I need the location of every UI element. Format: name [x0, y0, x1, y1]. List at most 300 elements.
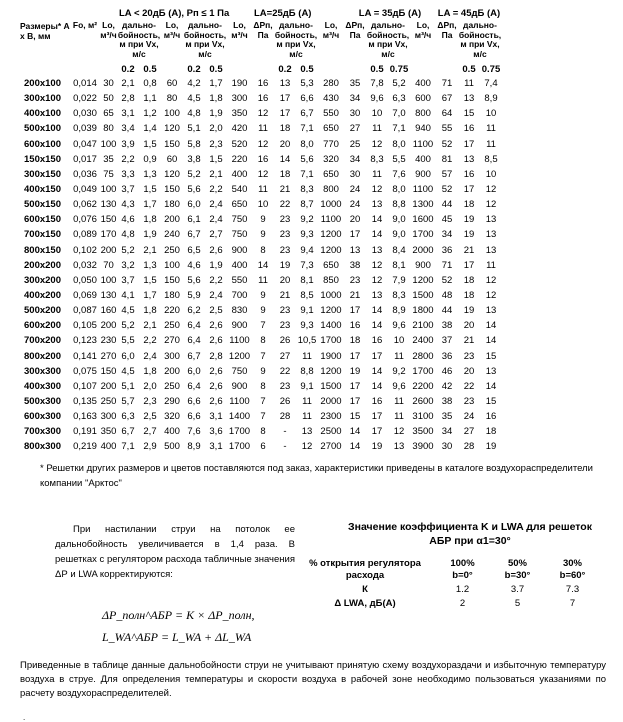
table-cell: 130 [100, 199, 117, 211]
table-cell: 14 [485, 320, 497, 332]
subval-g4b: 0.75 [389, 64, 409, 75]
table-cell: 16 [257, 153, 269, 165]
table-cell: 5,6 [300, 153, 314, 165]
table-cell: 0,047 [73, 138, 97, 150]
table-cell: 6,4 [187, 380, 201, 392]
table-cell: 200 [164, 214, 180, 226]
table-cell: 100 [164, 108, 180, 120]
table-cell: 250 [164, 380, 180, 392]
table-cell: 30 [441, 441, 453, 453]
col-dal-2: дально- бойность, м при Vx, м/с [183, 21, 227, 59]
table-cell: 17 [463, 138, 475, 150]
table-cell: 11 [486, 138, 496, 150]
subval-g1b: 0.5 [143, 64, 157, 75]
table-cell: 900 [231, 380, 248, 392]
table-cell: 12 [485, 184, 497, 196]
table-cell: 900 [415, 259, 431, 271]
table-cell: 4,5 [187, 93, 201, 105]
group-header-1: LA < 20дБ (А), Pп ≤ 1 Па [119, 8, 230, 19]
table-row [20, 106, 502, 121]
col-fo: Fo, м² [72, 21, 98, 30]
table-cell: 42 [441, 380, 453, 392]
table-row [20, 409, 502, 424]
table-row [20, 121, 502, 136]
table-cell: 1,8 [143, 305, 157, 317]
table-cell: 34 [349, 93, 361, 105]
table-cell: 12 [485, 199, 497, 211]
k-value-2: 3.7 [510, 584, 525, 595]
table-cell: 71 [441, 78, 453, 90]
table-cell: 1,8 [209, 93, 223, 105]
table-cell: 3,7 [121, 184, 135, 196]
table-cell: 27 [463, 426, 475, 438]
table-cell: - [283, 426, 287, 438]
table-cell: 4,3 [121, 199, 135, 211]
k-angle-1: b=0° [452, 570, 473, 581]
table-cell: 270 [164, 335, 180, 347]
table-cell: 23 [279, 229, 291, 241]
k-value-1: 1.2 [455, 584, 470, 595]
table-cell: 4,5 [121, 365, 135, 377]
table-cell: 900 [231, 244, 248, 256]
table-cell: 0,049 [73, 184, 97, 196]
table-cell: 280 [323, 78, 339, 90]
table-cell: 0,087 [73, 305, 97, 317]
table-cell: 11 [394, 350, 404, 362]
table-cell: 6,6 [300, 93, 314, 105]
table-cell: 9,3 [300, 229, 314, 241]
table-cell: 150 [164, 184, 180, 196]
table-cell: 7,6 [187, 426, 201, 438]
table-cell: 26 [279, 396, 291, 408]
table-cell: 17 [279, 93, 291, 105]
table-cell: 17 [349, 380, 361, 392]
table-cell: 80 [103, 123, 114, 135]
table-cell: 14 [371, 214, 383, 226]
table-cell: 20 [349, 214, 361, 226]
table-cell: 1,8 [143, 365, 157, 377]
table-cell: 23 [463, 396, 475, 408]
table-cell: 20 [463, 320, 475, 332]
table-cell: 14 [485, 380, 497, 392]
k-pct-3: 30% [562, 558, 582, 569]
row-size: 600x150 [24, 214, 61, 226]
table-cell: 1400 [320, 320, 342, 332]
table-cell: 9,1 [300, 305, 314, 317]
table-cell: 9,6 [392, 320, 406, 332]
table-cell: 1700 [228, 426, 251, 438]
col-lo-5: Lo, м³/ч [414, 21, 432, 40]
table-cell: 5,5 [121, 335, 135, 347]
row-size: 400x300 [24, 380, 61, 392]
table-cell: 8,3 [370, 153, 384, 165]
row-size: 500x300 [24, 396, 61, 408]
table-cell: 8,9 [392, 305, 406, 317]
table-cell: 2,0 [209, 123, 223, 135]
table-cell: 1200 [412, 274, 434, 286]
table-cell: 11 [258, 274, 268, 286]
table-cell: 2,6 [209, 396, 223, 408]
table-cell: 16 [463, 168, 475, 180]
table-cell: 230 [100, 335, 117, 347]
table-cell: 2100 [412, 320, 434, 332]
table-cell: 35 [103, 153, 114, 165]
row-size: 400x150 [24, 184, 61, 196]
table-cell: 2,2 [209, 184, 223, 196]
table-cell: 120 [164, 123, 180, 135]
table-cell: 150 [164, 274, 180, 286]
table-cell: 1200 [320, 229, 342, 241]
table-cell: 12 [257, 108, 269, 120]
table-cell: 1200 [320, 244, 342, 256]
table-cell: 23 [279, 380, 291, 392]
table-cell: 1100 [229, 396, 250, 408]
row-size: 200x100 [24, 78, 61, 90]
table-cell: 3,8 [187, 153, 201, 165]
l-row-label: Δ LWA, дБ(А) [334, 598, 396, 609]
table-cell: 24 [463, 411, 475, 423]
table-cell: 0,141 [73, 350, 97, 362]
table-cell: 6 [260, 441, 266, 453]
row-size: 300x200 [24, 274, 61, 286]
subval-g4a: 0.5 [370, 64, 384, 75]
table-cell: 220 [164, 305, 180, 317]
table-cell: 15 [485, 396, 497, 408]
table-cell: 9 [260, 365, 266, 377]
table-cell: 800 [415, 108, 431, 120]
table-cell: 250 [164, 320, 180, 332]
table-cell: 2,5 [143, 411, 157, 423]
table-cell: 1300 [412, 199, 434, 211]
bottom-note: Приведенные в таблице данные дальнобойности струи не учитывают принятую схему воздухораздачи и избыточную температуру воздуха в струе. Для определения температуры и скорости воздуха в рабочей зоне необходимо пользоваться указаниями по расчету воздухораспределителей. [20, 660, 606, 699]
table-cell: 9,0 [392, 214, 406, 226]
table-cell: 18 [463, 199, 475, 211]
table-cell: 60 [166, 153, 178, 165]
table-cell: 17 [371, 411, 383, 423]
table-cell: 8,0 [300, 138, 314, 150]
table-cell: 4,2 [187, 78, 201, 90]
subval-g3b: 0.5 [300, 64, 314, 75]
table-cell: 4,6 [187, 259, 201, 271]
table-cell: 5,6 [187, 274, 201, 286]
table-cell: 540 [231, 184, 248, 196]
table-cell: 9,2 [392, 365, 406, 377]
table-cell: 35 [349, 78, 361, 90]
table-cell: 320 [323, 153, 339, 165]
table-row [20, 303, 502, 318]
table-cell: 2,8 [121, 93, 135, 105]
table-cell: 350 [231, 108, 248, 120]
k-value-3: 7.3 [565, 584, 580, 595]
row-size: 150x150 [24, 153, 61, 165]
table-cell: 36 [441, 244, 453, 256]
table-cell: 23 [279, 214, 291, 226]
table-cell: 12 [485, 290, 497, 302]
col-dal-3: дально- бойность, м при Vx, м/с [274, 21, 318, 59]
table-cell: 0,050 [73, 274, 97, 286]
table-cell: 6,0 [121, 350, 135, 362]
table-cell: 1,3 [143, 259, 157, 271]
table-cell: 14 [371, 229, 383, 241]
table-cell: 200 [100, 244, 117, 256]
table-cell: 1600 [412, 214, 434, 226]
table-cell: 0,102 [73, 244, 97, 256]
table-row [20, 182, 502, 197]
table-cell: 750 [231, 365, 248, 377]
table-cell: 0,123 [73, 335, 97, 347]
table-cell: 13 [463, 153, 475, 165]
table-cell: 13 [371, 244, 383, 256]
table-cell: 1200 [320, 305, 342, 317]
table-cell: 1700 [320, 335, 342, 347]
row-size: 800x300 [24, 441, 61, 453]
ceiling-note-text: При настилании струи на потолок ее дальнобойность увеличивается в 1,4 раза. В решетках с регулятором расхода табличные значения ΔР и LWA корректируются: [55, 524, 295, 580]
table-row [20, 333, 502, 348]
footnote: * Решетки других размеров и цветов поставляются под заказ, характеристики приведены в каталоге воздухораспределители компании "Арктос" [40, 463, 593, 489]
col-lo-4: Lo, м³/ч [322, 21, 340, 40]
table-cell: 9 [260, 229, 266, 241]
row-size: 800x200 [24, 350, 61, 362]
table-cell: 750 [231, 214, 248, 226]
table-cell: 0,191 [73, 426, 97, 438]
col-lo-2: Lo, м³/ч [163, 21, 181, 40]
table-cell: 1400 [228, 411, 251, 423]
table-cell: 6,7 [187, 229, 201, 241]
table-cell: 3100 [412, 411, 434, 423]
table-cell: 300 [164, 350, 180, 362]
table-cell: 9 [260, 290, 266, 302]
row-size: 400x200 [24, 290, 61, 302]
table-cell: 5,6 [187, 184, 201, 196]
subval-g2a: 0.2 [187, 64, 201, 75]
table-cell: 4,5 [121, 305, 135, 317]
table-cell: 34 [441, 426, 453, 438]
table-cell: 28 [463, 441, 475, 453]
table-cell: 0,135 [73, 396, 97, 408]
table-cell: 1,3 [143, 168, 157, 180]
table-cell: 52 [441, 274, 453, 286]
table-cell: 2,4 [209, 214, 223, 226]
table-cell: 6,4 [187, 320, 201, 332]
table-cell: 24 [349, 184, 361, 196]
table-row [20, 137, 502, 152]
table-cell: 44 [441, 305, 453, 317]
table-cell: 2,6 [209, 244, 223, 256]
table-cell: 15 [485, 350, 497, 362]
table-cell: 3,7 [121, 274, 135, 286]
formula [102, 604, 302, 648]
table-cell: 9,0 [392, 229, 406, 241]
table-row [20, 152, 502, 167]
subval-g5a: 0.5 [462, 64, 476, 75]
table-cell: 8,5 [300, 290, 314, 302]
table-cell: 200 [100, 380, 117, 392]
table-cell: 770 [323, 138, 339, 150]
table-cell: 16 [371, 335, 383, 347]
table-cell: 27 [349, 123, 361, 135]
table-cell: 1100 [229, 335, 250, 347]
table-row [20, 167, 502, 182]
row-size: 300x300 [24, 365, 61, 377]
table-cell: 100 [164, 259, 180, 271]
table-cell: 1000 [320, 290, 342, 302]
table-cell: 26 [279, 335, 291, 347]
table-cell: 8,3 [392, 290, 406, 302]
table-cell: 6,5 [187, 244, 201, 256]
table-cell: 220 [231, 153, 248, 165]
table-cell: 400 [231, 168, 248, 180]
table-cell: 20 [463, 365, 475, 377]
table-cell: 2,6 [209, 335, 223, 347]
table-cell: 48 [441, 290, 453, 302]
group-header-2: LA=25дБ (А) [254, 8, 312, 19]
table-cell: 270 [100, 350, 117, 362]
table-cell: 80 [166, 93, 178, 105]
table-cell: 850 [323, 274, 339, 286]
table-cell: 180 [164, 199, 180, 211]
table-cell: 44 [441, 199, 453, 211]
col-dal-5: дально- бойность, м при Vx, м/с [458, 21, 502, 59]
table-cell: 35 [441, 411, 453, 423]
table-cell: 300 [100, 411, 117, 423]
table-row [20, 258, 502, 273]
table-cell: 940 [415, 123, 431, 135]
table-cell: 13 [371, 199, 383, 211]
table-cell: 12 [301, 441, 313, 453]
table-cell: 2,2 [209, 274, 223, 286]
table-cell: 1,7 [209, 78, 223, 90]
table-row [20, 91, 502, 106]
table-cell: 150 [100, 214, 117, 226]
table-cell: 1,5 [143, 274, 157, 286]
table-cell: 2000 [412, 244, 434, 256]
table-cell: 8,7 [300, 199, 314, 211]
table-cell: 46 [441, 365, 453, 377]
table-cell: 21 [349, 290, 361, 302]
table-cell: 30 [103, 78, 114, 90]
table-cell: 19 [463, 305, 475, 317]
table-cell: 4,6 [121, 214, 135, 226]
table-cell: 1,9 [143, 229, 157, 241]
table-cell: 0,014 [73, 78, 97, 90]
col-size: Размеры* А х В, мм [20, 21, 70, 41]
table-cell: 0,089 [73, 229, 97, 241]
table-cell: 11 [302, 350, 312, 362]
table-cell: 7,4 [484, 78, 498, 90]
table-cell: 14 [371, 320, 383, 332]
table-cell: 2700 [320, 441, 342, 453]
table-cell: 9,1 [300, 380, 314, 392]
table-cell: 19 [463, 229, 475, 241]
table-cell: 52 [441, 184, 453, 196]
table-cell: 38 [441, 320, 453, 332]
table-cell: 34 [441, 229, 453, 241]
k-pct-1: 100% [450, 558, 475, 569]
table-cell: 8 [260, 335, 266, 347]
table-cell: 100 [100, 274, 117, 286]
table-cell: 2,1 [143, 320, 157, 332]
k-col-label: % открытия регулятора расхода [309, 558, 421, 581]
table-cell: 10,5 [297, 335, 317, 347]
table-cell: 7,1 [300, 168, 314, 180]
table-cell: 11 [372, 123, 382, 135]
k-row-label: К [362, 584, 368, 595]
table-cell: 1,5 [143, 138, 157, 150]
table-cell: 2,5 [209, 305, 223, 317]
table-cell: 5,2 [392, 78, 406, 90]
table-cell: 520 [231, 138, 248, 150]
table-cell: 71 [441, 259, 453, 271]
table-cell: 9,6 [392, 380, 406, 392]
table-cell: 17 [463, 184, 475, 196]
table-cell: 1,5 [143, 184, 157, 196]
table-row [20, 318, 502, 333]
table-cell: 14 [371, 365, 383, 377]
table-cell: 1200 [228, 350, 251, 362]
row-size: 700x150 [24, 229, 61, 241]
table-cell: 5,3 [300, 78, 314, 90]
table-cell: 430 [323, 93, 339, 105]
subval-g1a: 0.2 [121, 64, 135, 75]
table-cell: 2,3 [209, 138, 223, 150]
table-cell: 2,6 [209, 365, 223, 377]
table-cell: 1000 [320, 199, 342, 211]
table-cell: 28 [279, 411, 291, 423]
table-cell: 45 [441, 214, 453, 226]
table-cell: 18 [463, 290, 475, 302]
table-cell: 830 [231, 305, 248, 317]
table-cell: 8,0 [392, 184, 406, 196]
subval-g3a: 0.2 [278, 64, 292, 75]
table-cell: 5,5 [392, 153, 406, 165]
table-cell: 14 [257, 259, 269, 271]
table-cell: 75 [103, 168, 114, 180]
table-cell: 27 [279, 350, 291, 362]
table-cell: 18 [279, 168, 291, 180]
col-lo: Lo, м³/ч [100, 21, 117, 40]
table-cell: 9,4 [300, 244, 314, 256]
table-cell: 7,3 [300, 259, 314, 271]
table-cell: 1,2 [143, 108, 157, 120]
table-cell: 8,9 [187, 441, 201, 453]
table-cell: 5,1 [121, 380, 135, 392]
table-cell: 200 [164, 365, 180, 377]
table-cell: 22 [463, 380, 475, 392]
table-cell: 0,219 [73, 441, 97, 453]
table-cell: 2,0 [143, 380, 157, 392]
table-cell: 120 [164, 168, 180, 180]
table-cell: 10 [485, 168, 497, 180]
table-cell: 6,7 [300, 108, 314, 120]
table-cell: 7,0 [392, 108, 406, 120]
table-cell: 57 [441, 168, 453, 180]
table-cell: 16 [257, 93, 269, 105]
table-cell: 2,6 [209, 320, 223, 332]
table-row [20, 227, 502, 242]
table-cell: 6,7 [187, 350, 201, 362]
table-cell: 23 [349, 274, 361, 286]
table-cell: 6,0 [187, 199, 201, 211]
table-cell: 550 [323, 108, 339, 120]
table-cell: 1700 [412, 365, 434, 377]
table-cell: 650 [323, 259, 339, 271]
table-cell: 12 [485, 274, 497, 286]
table-cell: 150 [100, 365, 117, 377]
table-cell: 11 [258, 184, 268, 196]
table-cell: 1,9 [209, 259, 223, 271]
table-cell: 8,8 [300, 365, 314, 377]
table-cell: 3,1 [209, 411, 223, 423]
